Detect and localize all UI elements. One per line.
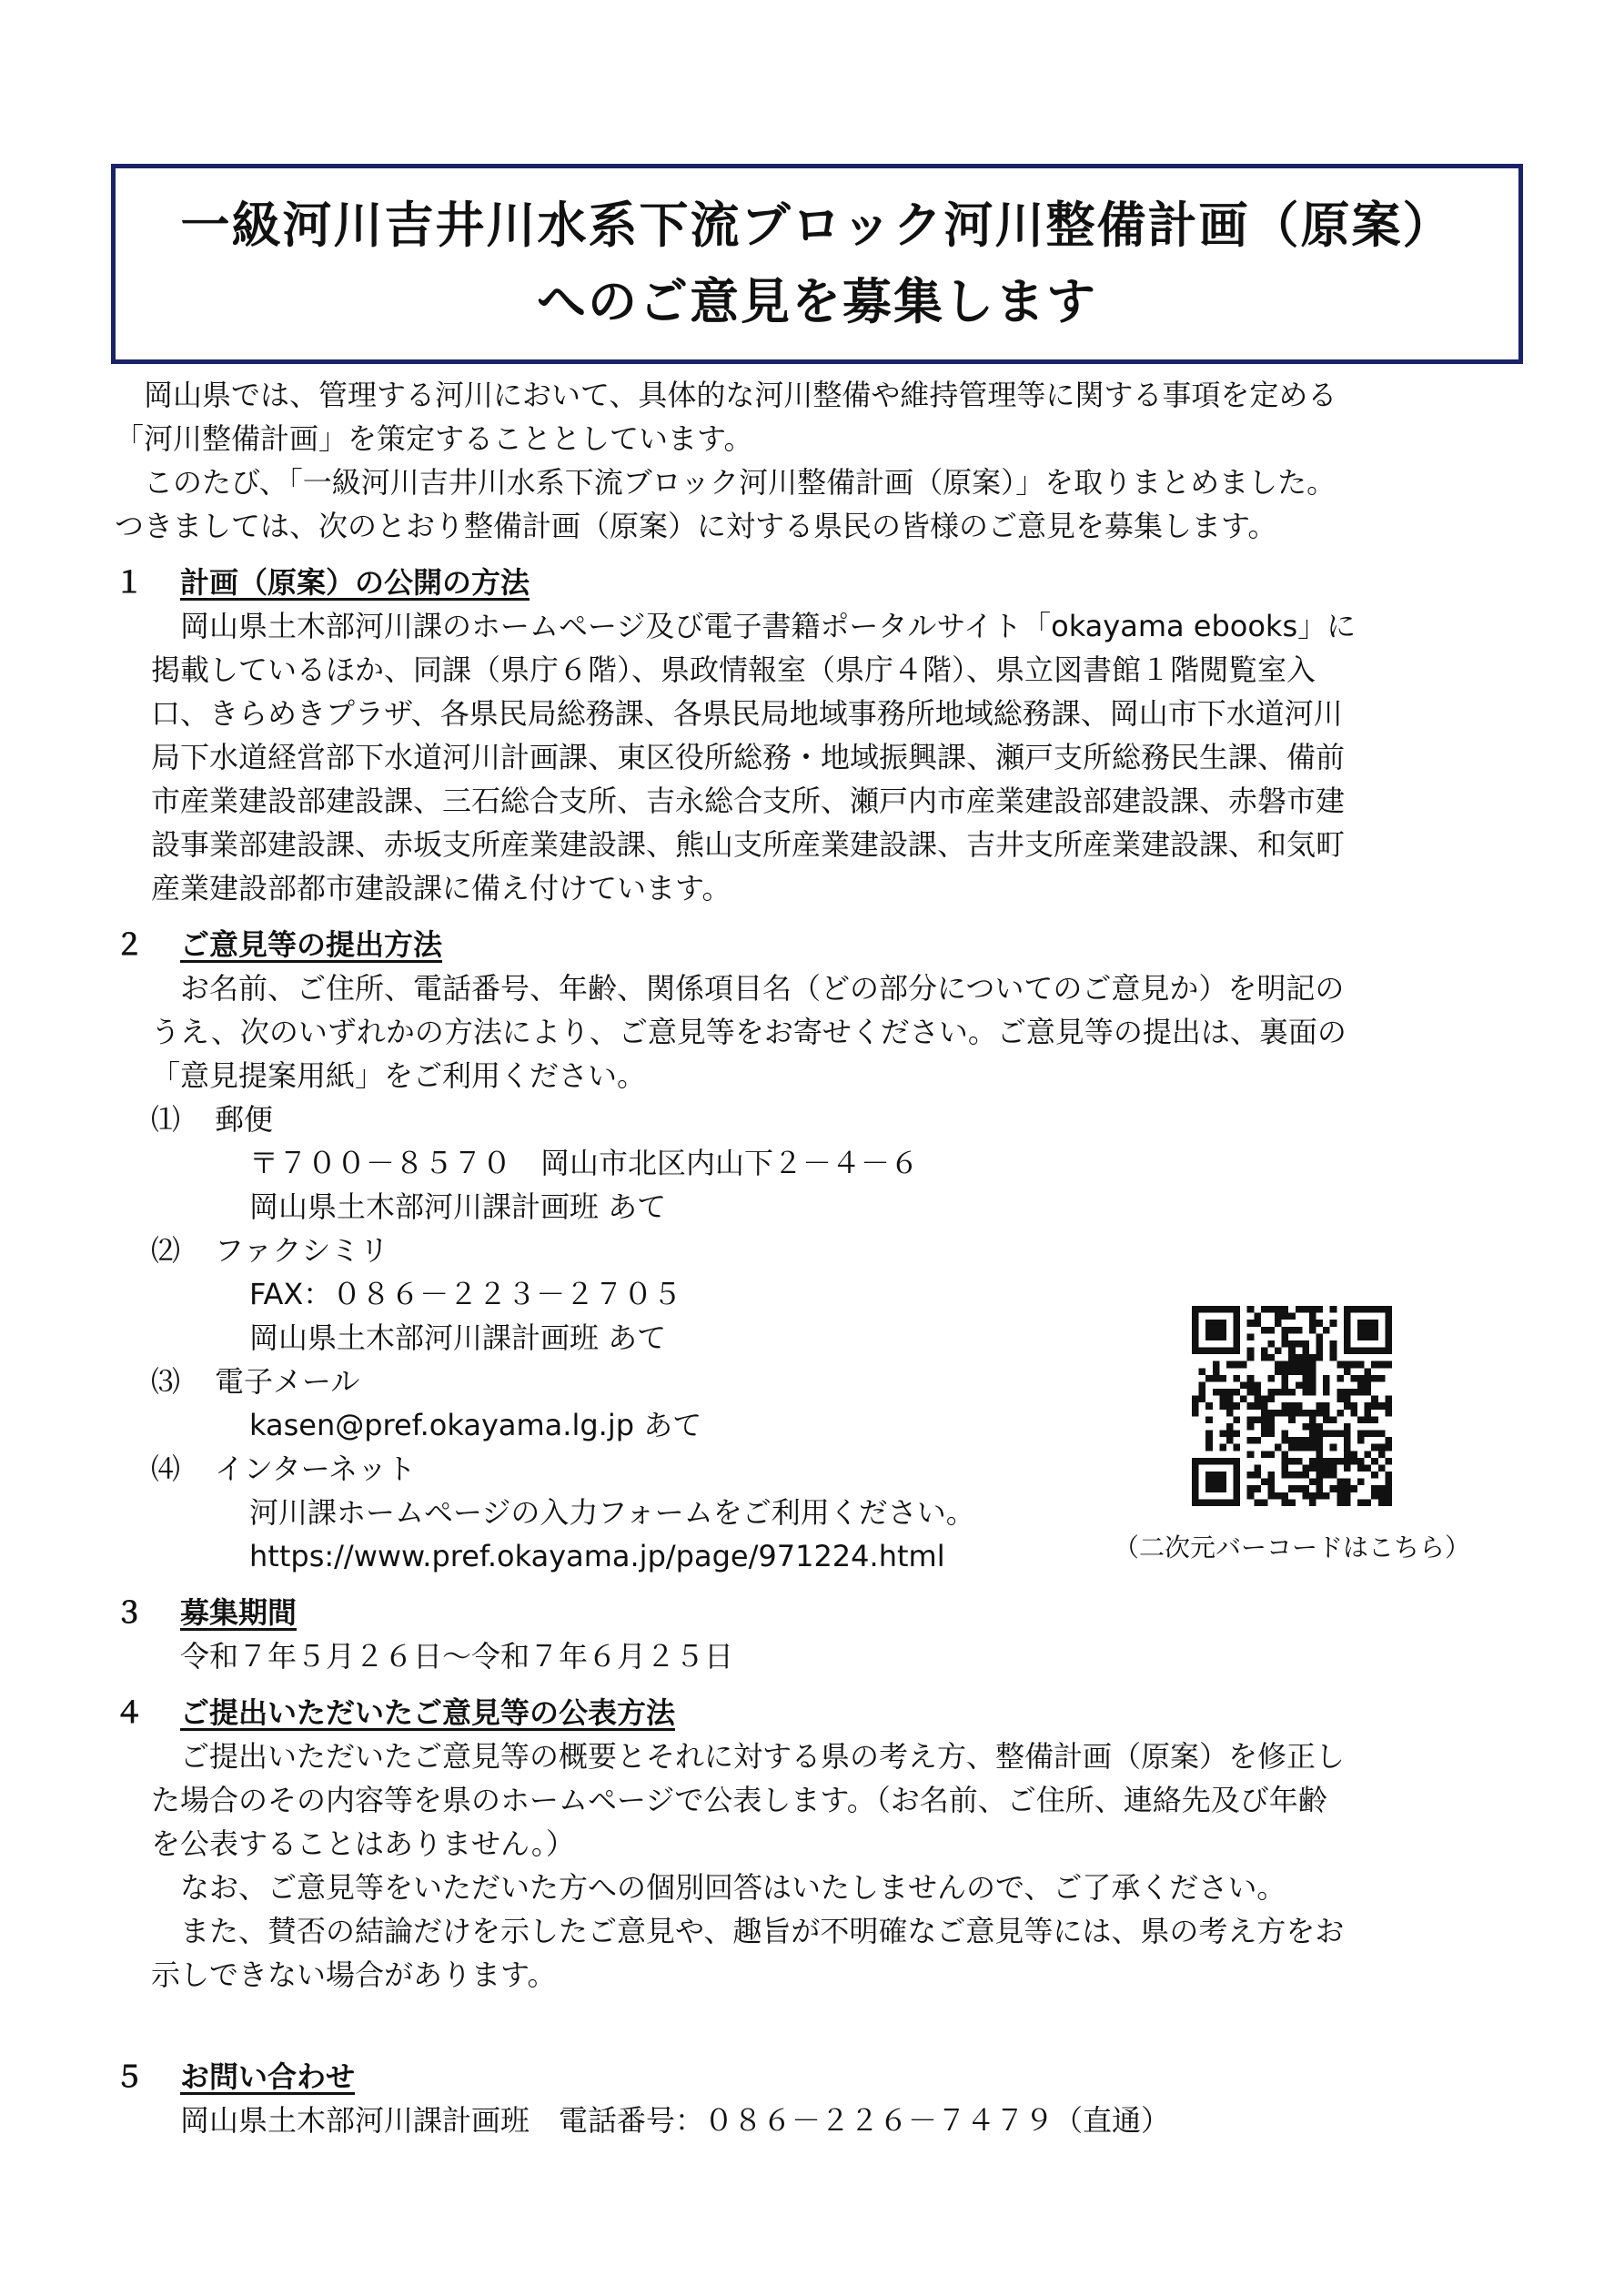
title-box	[111, 164, 1523, 364]
section-2-heading	[115, 923, 1516, 966]
body-line: 岡山県土木部河川課のホームページ及び電子書籍ポータルサイト「okayama ebooks」に	[180, 609, 1357, 643]
contact-text: 岡山県土木部河川課計画班 電話番号：０８６－２２６－７４７９（直通）	[180, 2103, 1171, 2138]
body-line: お名前、ご住所、電話番号、年齢、関係項目名（どの部分についてのご意見か）を明記の	[180, 971, 1345, 1006]
section-1-body	[115, 604, 1516, 910]
item-label: ファクシミリ	[215, 1233, 389, 1268]
body-line: なお、ご意見等をいただいた方への個別回答はいたしませんので、ご了承ください。	[180, 1870, 1286, 1905]
intro-line: つきましては、次のとおり整備計画（原案）に対する県民の皆様のご意見を募集します。	[115, 509, 1277, 543]
section-title: 募集期間	[180, 1595, 298, 1630]
body-line: うえ、次のいずれかの方法により、ご意見等をお寄せください。ご意見等の提出は、裏面の	[151, 1015, 1347, 1049]
body-line: 市産業建設部建設課、三石総合支所、吉永総合支所、瀬戸内市産業建設部建設課、赤磐市建	[151, 784, 1346, 818]
title-line-1: 一級河川吉井川水系下流ブロック河川整備計画（原案）	[180, 197, 1454, 254]
section-number: ４	[115, 1695, 145, 1730]
item-label: 電子メール	[215, 1364, 360, 1399]
item-mark: ⑶	[151, 1364, 181, 1399]
intro-line: 「河川整備計画」を策定することとしています。	[115, 421, 753, 456]
body-line: 口、きらめきプラザ、各県民局総務課、各県民局地域事務所地域総務課、岡山市下水道河川	[151, 696, 1343, 731]
body-line: 局下水道経営部下水道河川計画課、東区役所総務・地域振興課、瀬戸支所総務民生課、備前	[151, 740, 1346, 774]
postal-address: 〒７００－８５７０ 岡山市北区内山下２－４－６	[249, 1146, 920, 1180]
item-label: インターネット	[215, 1451, 417, 1486]
section-title: 計画（原案）の公開の方法	[180, 565, 530, 600]
section-1-heading	[115, 561, 1516, 604]
body-line: ご提出いただいたご意見等の概要とそれに対する県の考え方、整備計画（原案）を修正し	[180, 1739, 1346, 1774]
body-line: また、賛否の結論だけを示したご意見や、趣旨が不明確なご意見等には、県の考え方をお	[180, 1914, 1345, 1948]
qr-code[interactable]	[1192, 1306, 1392, 1506]
body-line: を公表することはありません。）	[151, 1826, 575, 1861]
body-line: た場合のその内容等を県のホームページで公表します。（お名前、ご住所、連絡先及び年齢	[151, 1783, 1327, 1817]
section-title: ご提出いただいたご意見等の公表方法	[180, 1695, 676, 1730]
internet-instruction: 河川課ホームページの入力フォームをご利用ください。	[249, 1495, 975, 1530]
section-number: ５	[115, 2059, 145, 2094]
item-mark: ⑵	[151, 1233, 181, 1268]
body-line: 示しできない場合があります。	[151, 1957, 557, 1992]
addressee: 岡山県土木部河川課計画班 あて	[249, 1189, 667, 1224]
section-4-heading	[115, 1691, 1516, 1735]
intro-line: 岡山県では、管理する河川において、具体的な河川整備や維持管理等に関する事項を定める	[144, 378, 1337, 412]
section-4-body	[115, 1735, 1516, 1997]
email-address: kasen@pref.okayama.lg.jp あて	[249, 1408, 702, 1442]
intro-line: このたび、「一級河川吉井川水系下流ブロック河川整備計画（原案）」を取りまとめました。	[144, 465, 1337, 500]
qr-caption: （二次元バーコードはこちら）	[1113, 1532, 1470, 1563]
section-3-heading	[115, 1591, 1516, 1634]
section-title: ご意見等の提出方法	[180, 927, 443, 962]
submission-method-post	[151, 1097, 1516, 1229]
item-mark: ⑷	[151, 1451, 181, 1486]
document-body	[115, 373, 1516, 2142]
section-number: ２	[115, 927, 145, 962]
item-label: 郵便	[215, 1102, 274, 1137]
section-number: ３	[115, 1595, 145, 1630]
section-title: お問い合わせ	[180, 2059, 356, 2094]
form-url: https://www.pref.okayama.jp/page/971224.html	[249, 1539, 945, 1573]
item-mark: ⑴	[151, 1102, 181, 1137]
period-text: 令和７年５月２６日～令和７年６月２５日	[180, 1639, 734, 1674]
section-number: １	[115, 565, 145, 600]
section-3-body	[115, 1634, 1516, 1678]
fax-number: FAX：０８６－２２３－２７０５	[249, 1277, 682, 1311]
body-line: 「意見提案用紙」をご利用ください。	[151, 1058, 647, 1093]
section-5-heading	[115, 2055, 1516, 2099]
body-line: 産業建設部都市建設課に備え付けています。	[151, 871, 731, 905]
addressee: 岡山県土木部河川課計画班 あて	[249, 1320, 667, 1355]
body-line: 掲載しているほか、同課（県庁６階）、県政情報室（県庁４階）、県立図書館１階閲覧室入	[151, 652, 1316, 687]
body-line: 設事業部建設課、赤坂支所産業建設課、熊山支所産業建設課、吉井支所産業建設課、和気町	[151, 827, 1346, 862]
qr-code-block	[1096, 1306, 1488, 1564]
section-5-body	[115, 2099, 1516, 2142]
title-line-2: へのご意見を募集します	[537, 273, 1097, 330]
